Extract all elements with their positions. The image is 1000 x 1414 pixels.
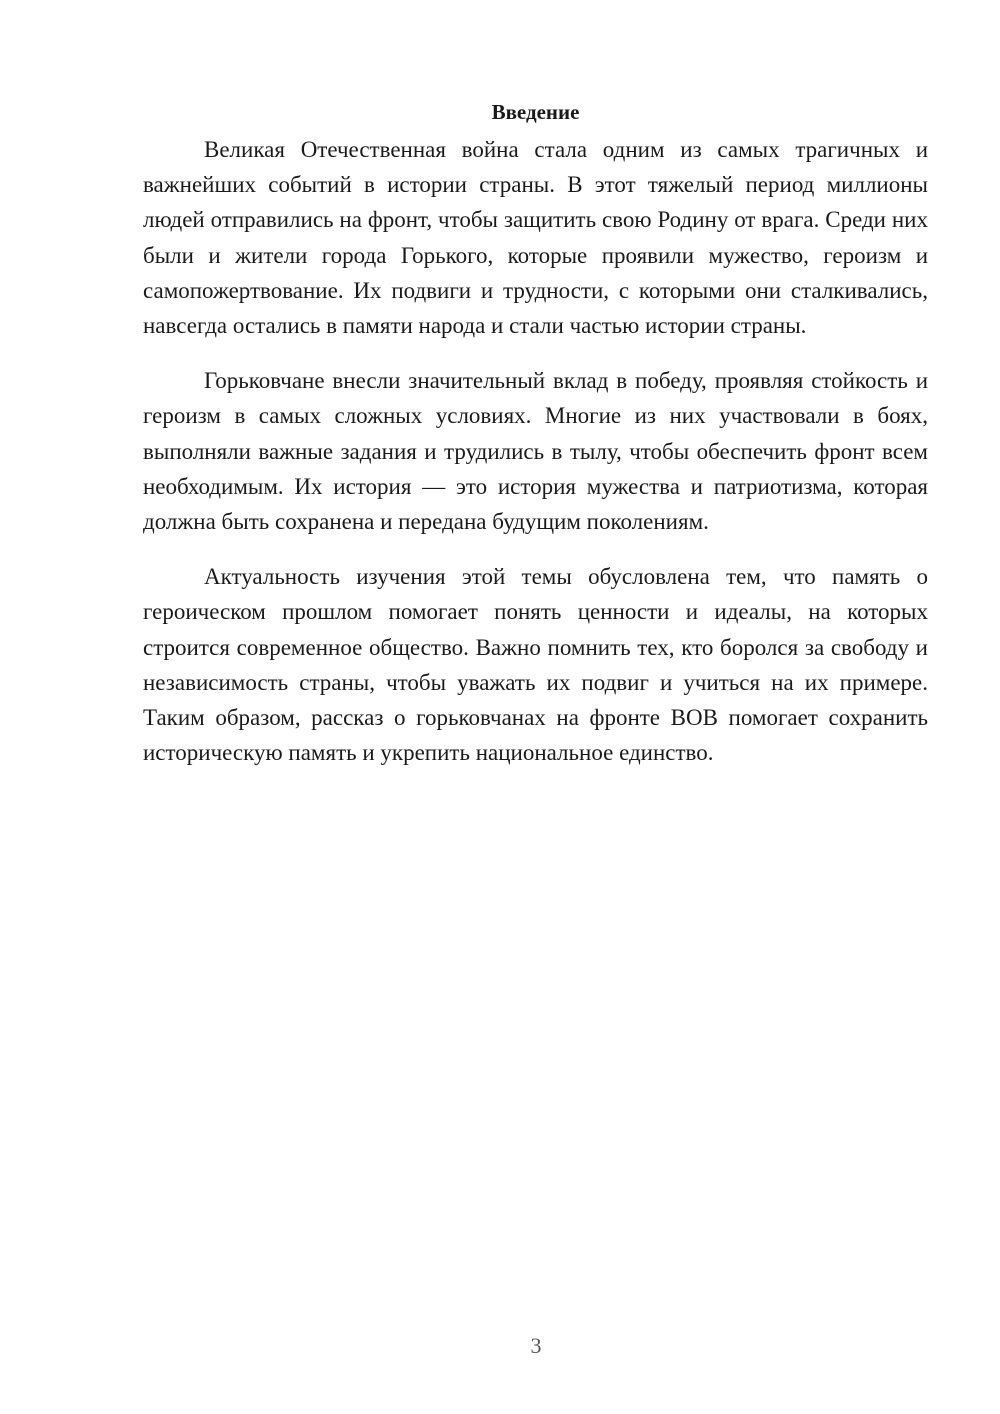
paragraph-3: Актуальность изучения этой темы обусловлена тем, что память о героическом прошлом помогает понять ценности и идеалы, на которых строится современное общество. Важно помнить тех, кто боролся за свободу и независимость страны, чтобы уважать их подвиг и учиться на их примере. Таким образом, рассказ о горьковчанах на фронте ВОВ помогает сохранить историческую память и укрепить национальное единство. <box>143 564 928 766</box>
paragraph-2: Горьковчане внесли значительный вклад в победу, проявляя стойкость и героизм в самых сложных условиях. Многие из них участвовали в боях, выполняли важные задания и трудились в тылу, чтобы обеспечить фронт всем необходимым. Их история — это история мужества и патриотизма, которая должна быть сохранена и передана будущим поколениям. <box>143 368 928 535</box>
section-title: Введение <box>491 100 580 124</box>
paragraph-1: Великая Отечественная война стала одним из самых трагичных и важнейших событий в истории страны. В этот тяжелый период миллионы людей отправились на фронт, чтобы защитить свою Родину от врага. Среди них были и жители города Горького, которые проявили мужество, героизм и самопожертвование. Их подвиги и трудности, с которыми они сталкивались, навсегда остались в памяти народа и стали частью истории страны. <box>143 137 928 339</box>
page-content <box>143 98 928 790</box>
page-number: 3 <box>530 1333 542 1358</box>
